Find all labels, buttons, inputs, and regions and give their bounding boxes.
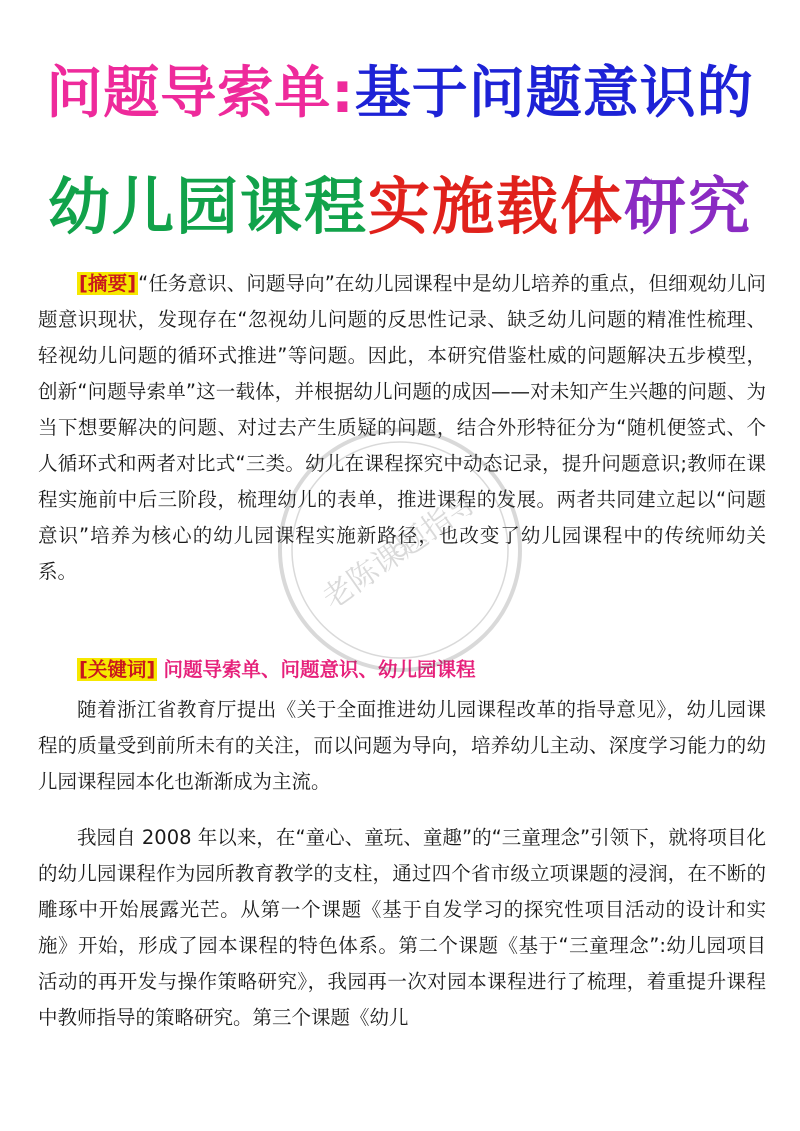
abstract-text: “任务意识、问题导向”在幼儿园课程中是幼儿培养的重点，但细观幼儿问题意识现状，发现存在“忽视幼儿问题的反思性记录、缺乏幼儿问题的精准性梳理、轻视幼儿问题的循环式推进”等问题。因此，本研究借鉴杜威的问题解决五步模型，创新“问题导索单”这一载体，并根据幼儿问题的成因——对未知产生兴趣的问题、为当下想要解决的问题、对过去产生质疑的问题，结合外形特征分为“随机便签式、个人循环式和两者对比式“三类。幼儿在课程探究中动态记录，提升问题意识;教师在课程实施前中后三阶段，梳理幼儿的表单，推进课程的发展。两者共同建立起以“问题意识”培养为核心的幼儿园课程实施新路径，也改变了幼儿园课程中的传统师幼关系。 (38, 272, 766, 583)
paragraph-text: 我园自 2008 年以来，在“童心、童玩、童趣”的“三童理念”引领下，就将项目化的幼儿园课程作为园所教育教学的支柱，通过四个省市级立项课题的浸润，在不断的雕琢中开始展露光芒。从第一个课题《基于自发学习的探究性项目活动的设计和实施》开始，形成了园本课程的特色体系。第二个课题《基于“三童理念”:幼儿园项目活动的再开发与操作策略研究》，我园再一次对园本课程进行了梳理，着重提升课程中教师指导的策略研究。第三个课题《幼儿 (38, 826, 766, 1029)
title-line-1 (0, 58, 800, 130)
paragraph-text: 随着浙江省教育厅提出《关于全面推进幼儿园课程改革的指导意见》，幼儿园课程的质量受到前所未有的关注，而以问题为导向，培养幼儿主动、深度学习能力的幼儿园课程园本化也渐渐成为主流。 (38, 698, 766, 793)
title-part: 问题导索单: (46, 61, 355, 126)
watermark-text: 老陈课题指导 (316, 484, 485, 617)
title-line-2 (0, 168, 800, 246)
abstract-section (38, 266, 766, 590)
body-paragraph-1 (38, 692, 766, 800)
title-part: 实施载体 (367, 170, 624, 243)
abstract-paragraph (38, 266, 766, 590)
title-part: 研究 (624, 170, 753, 243)
body-paragraph-2 (38, 820, 766, 1036)
abstract-label: [摘要] (79, 272, 137, 295)
keywords-section (38, 652, 766, 688)
title-part: 基于问题意识的 (354, 61, 754, 126)
keywords-text: 问题导索单、问题意识、幼儿园课程 (163, 658, 476, 681)
title-part: 幼儿园课程 (47, 170, 368, 243)
keywords-label: [关键词] (79, 658, 156, 681)
keywords-paragraph (38, 652, 766, 688)
